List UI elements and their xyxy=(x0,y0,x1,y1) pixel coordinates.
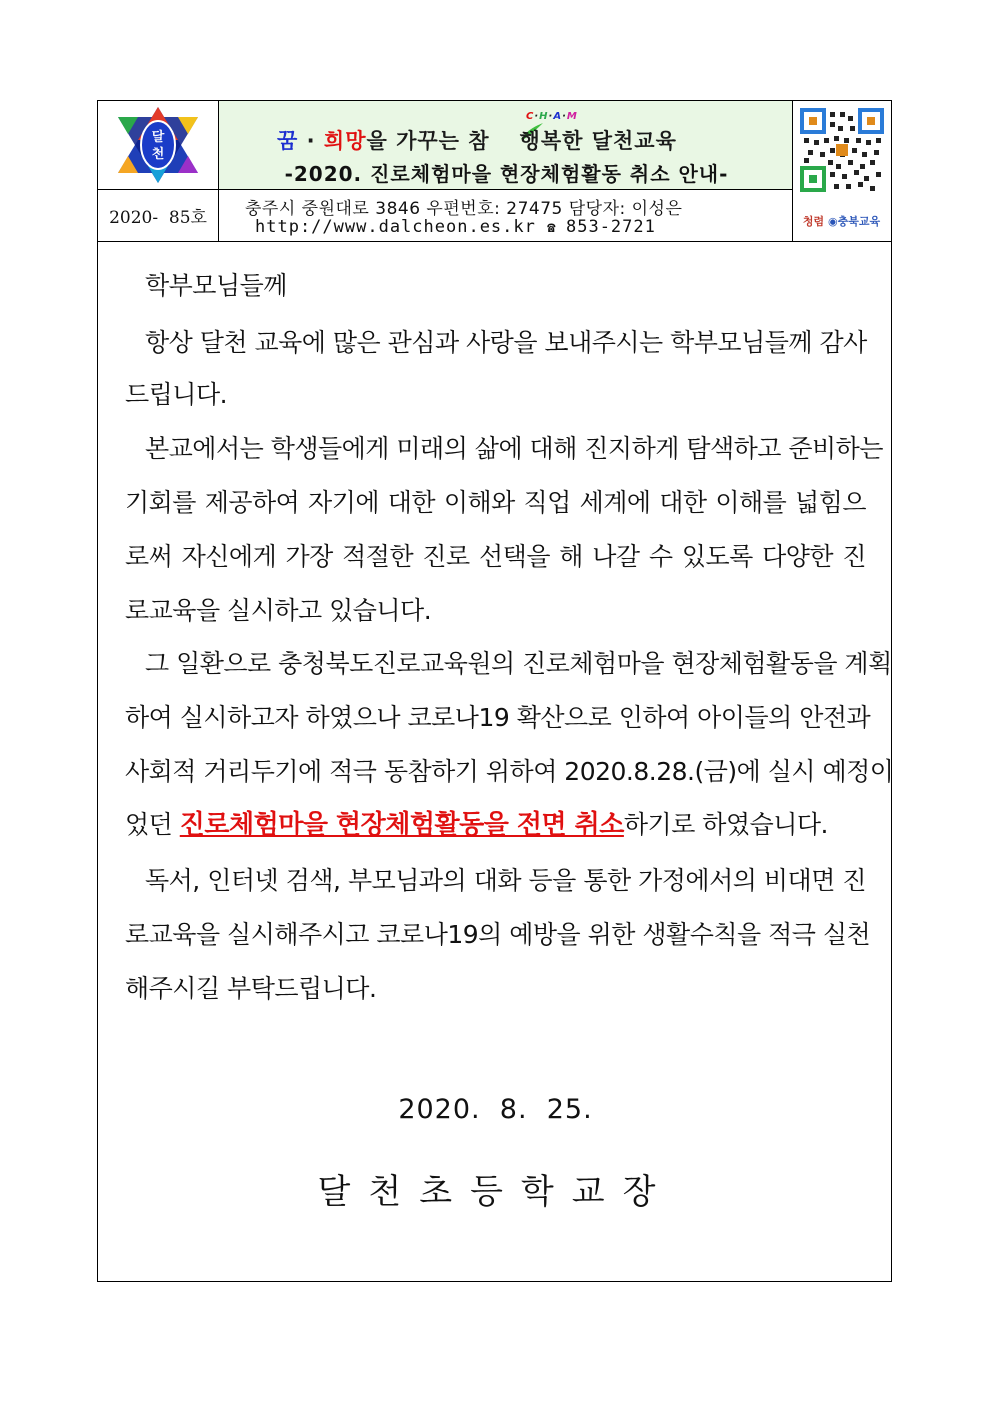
body-line: 로교육을 실시해주시고 코로나19의 예방을 위한 생활수칙을 적극 실천 xyxy=(125,920,871,949)
slogan-part-1: 꿈 xyxy=(277,129,299,153)
logo-text-1: 달 xyxy=(151,130,165,145)
school-logo-cell xyxy=(98,101,219,190)
school-url[interactable]: http://www.dalcheon.es.kr xyxy=(255,217,536,237)
slogan-part-3: 을 가꾸는 참 xyxy=(366,129,490,153)
qr-cell xyxy=(792,101,891,242)
qr-footer-b: 충북교육 xyxy=(837,215,881,228)
greeting: 학부모님들께 xyxy=(145,271,287,300)
phone-number: 853-2721 xyxy=(565,217,656,237)
body-line: 항상 달천 교육에 많은 관심과 사랑을 보내주시는 학부모님들께 감사 xyxy=(145,328,867,357)
body-line: 그 일환으로 충청북도진로교육원의 진로체험마을 현장체험활동을 계획 xyxy=(145,649,892,678)
body-line: 로교육을 실시하고 있습니다. xyxy=(125,596,432,625)
body-line: 기회를 제공하여 자기에 대한 이해와 직업 세계에 대한 이해를 넓힘으 xyxy=(125,488,866,517)
contact-line xyxy=(255,217,656,237)
signature: 달천초등학교장 xyxy=(317,1172,674,1212)
document-subtitle: -2020. 진로체험마을 현장체험활동 취소 안내- xyxy=(284,162,729,186)
body-line: 하여 실시하고자 하였으나 코로나19 확산으로 인하여 아이들의 안전과 xyxy=(125,703,871,732)
body-line: 사회적 거리두기에 적극 동참하기 위하여 2020.8.28.(금)에 실시 예정이 xyxy=(125,757,894,786)
body-line-with-highlight xyxy=(125,804,866,841)
slogan-part-4: 행복한 달천교육 xyxy=(519,129,677,153)
body-line: 드립니다. xyxy=(125,380,228,409)
qr-code-icon[interactable] xyxy=(800,108,884,192)
body-line: 독서, 인터넷 검색, 부모님과의 대화 등을 통한 가정에서의 비대면 진 xyxy=(145,866,866,895)
slogan-part-2: 희망 xyxy=(323,129,367,153)
qr-footer-a: 청렴 xyxy=(802,215,825,228)
body-line: 본교에서는 학생들에게 미래의 삶에 대해 진지하게 탐색하고 준비하는 xyxy=(145,434,883,463)
qr-footer xyxy=(793,213,890,229)
phone-icon: ☎ xyxy=(547,220,566,236)
body-line: 로써 자신에게 가장 적절한 진로 선택을 해 나갈 수 있도록 다양한 진 xyxy=(125,542,866,571)
logo-text-2: 천 xyxy=(151,147,165,162)
body-text: 하기로 하였습니다. xyxy=(623,810,828,839)
emblem-icon: ◉ xyxy=(827,215,838,228)
slogan xyxy=(277,125,677,155)
title-cell xyxy=(219,101,792,190)
body-line: 해주시길 부탁드립니다. xyxy=(125,974,377,1003)
cham-label: C·H·A·M xyxy=(526,111,578,122)
letter-date: 2020. 8. 25. xyxy=(398,1094,593,1125)
body-text: 었던 xyxy=(125,810,180,839)
address-cell xyxy=(219,190,792,242)
slogan-sep: · xyxy=(298,129,324,153)
document-frame xyxy=(97,100,892,1282)
cancellation-highlight: 진로체험마을 현장체험활동을 전면 취소 xyxy=(179,810,624,840)
document-number: 2020- 85호 xyxy=(98,190,219,242)
school-logo-icon xyxy=(98,101,219,190)
address-line: 충주시 중원대로 3846 우편번호: 27475 담당자: 이성은 xyxy=(245,199,683,219)
